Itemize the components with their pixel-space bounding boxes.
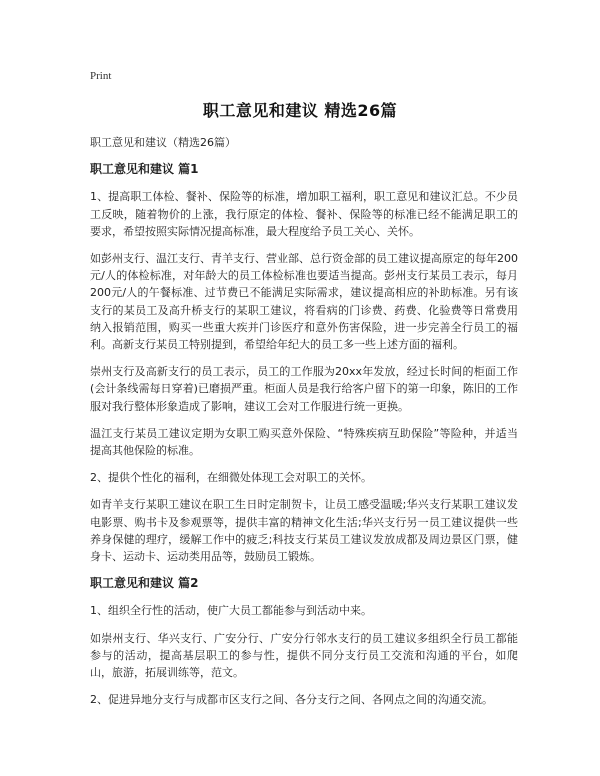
document-subtitle: 职工意见和建议（精选26篇）: [90, 136, 236, 149]
section-1: [90, 161, 518, 565]
paragraph: 温江支行某员工建议定期为女职工购买意外保险、“特殊疾病互助保险”等险种，并适当提高其他保险的标准。: [90, 426, 518, 458]
paragraph: 如彭州支行、温江支行、青羊支行、营业部、总行资金部的员工建议提高原定的每年200元/人的体检标准，对年龄大的员工体检标准也要适当提高。彭州支行某员工表示，每月200元/人的午餐标准、过节费已不能满足实际需求，建议提高相应的补助标准。另有该支行的某员工及高升桥支行的某职工建议，将看病的门诊费、药费、化验费等日常费用纳入报销范围，购买一些重大疾并门诊医疗和意外伤害保险，进一步完善全行员工的福利。高新支行某员工特别提到，希望给年纪大的员工多一些上述方面的福利。: [90, 252, 518, 352]
print-label: Print: [90, 70, 112, 82]
paragraph: 1、组织全行性的活动，使广大员工都能参与到活动中来。: [90, 604, 372, 618]
section-heading: 职工意见和建议 篇2: [90, 576, 199, 591]
paragraph: 2、促进异地分支行与成都市区支行之间、各分支行之间、各网点之间的沟通交流。: [90, 693, 493, 707]
document-body: [90, 134, 518, 718]
document-title: 职工意见和建议 精选26篇: [202, 101, 398, 120]
section-heading: 职工意见和建议 篇1: [90, 162, 199, 177]
section-2: [90, 575, 518, 708]
paragraph: 如青羊支行某职工建议在职工生日时定制贺卡，让员工感受温暖;华兴支行某职工建议发电影票、购书卡及参观票等，提供丰富的精神文化生活;华兴支行另一员工建议提供一些养身保健的理疗，缓解工作中的疲乏;科技支行某员工建议发放成都及周边景区门票，健身卡、运动卡、运动类用品等，鼓励员工锻炼。: [90, 498, 518, 564]
paragraph: 崇州支行及高新支行的员工表示，员工的工作服为20xx年发放，经过长时间的柜面工作(会计条线需每日穿着)已磨损严重。柜面人员是我行给客户留下的第一印象，陈旧的工作服对我行整体形象造成了影响，建议工会对工作服进行统一更换。: [90, 365, 518, 413]
paragraph: 1、提高职工体检、餐补、保险等的标准，增加职工福利，职工意见和建议汇总。不少员工反映，随着物价的上涨，我行原定的体检、餐补、保险等的标准已经不能满足职工的要求，希望按照实际情况提高标准，最大程度给予员工关心、关怀。: [90, 190, 518, 238]
paragraph: 如崇州支行、华兴支行、广安分行、广安分行邻水支行的员工建议多组织全行员工都能参与的活动，提高基层职工的参与性，提供不同分支行员工交流和沟通的平台，如爬山，旅游，拓展训练等，范文。: [90, 631, 518, 680]
paragraph: 2、提供个性化的福利，在细微处体现工会对职工的关怀。: [90, 471, 372, 485]
